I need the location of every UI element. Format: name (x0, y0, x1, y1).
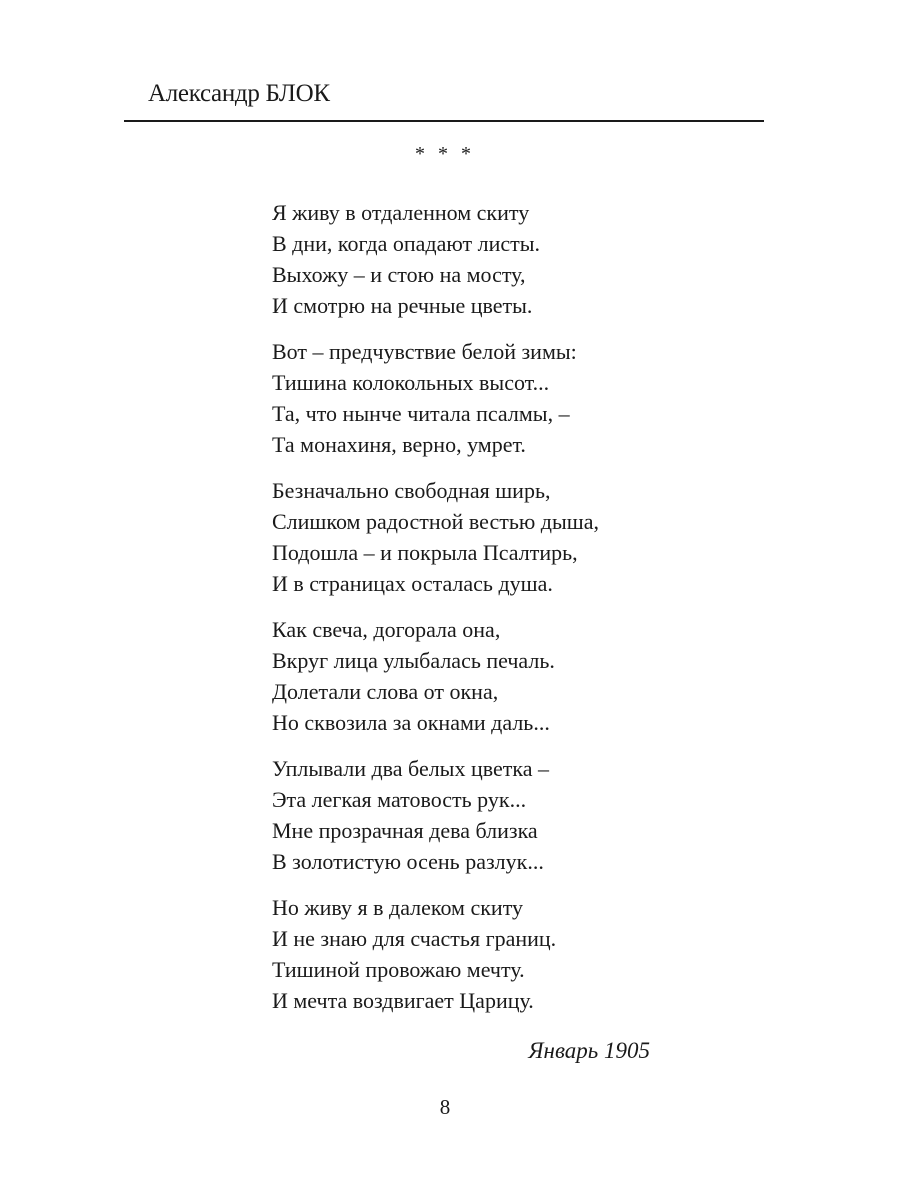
poem-line: Безначально свободная ширь, (272, 478, 551, 503)
poem-line: Я живу в отдаленном скиту (272, 200, 530, 225)
poem-line: Уплывали два белых цветка – (272, 756, 549, 781)
poem-line: Вот – предчувствие белой зимы: (272, 339, 577, 364)
poem-line: И в страницах осталась душа. (272, 571, 553, 596)
poem-line: И мечта воздвигает Царицу. (272, 988, 534, 1013)
poem-body (272, 197, 599, 1031)
stanza (272, 336, 599, 460)
poem-line: Мне прозрачная дева близка (272, 818, 538, 843)
poem-line: Та, что нынче читала псалмы, – (272, 401, 570, 426)
stanza (272, 753, 599, 877)
page-number: 8 (439, 1095, 451, 1119)
poem-line: Та монахиня, верно, умрет. (272, 432, 526, 457)
poem-line: И смотрю на речные цветы. (272, 293, 533, 318)
stanza (272, 475, 599, 599)
poem-line: Эта легкая матовость рук... (272, 787, 527, 812)
poem-line: Как свеча, догорала она, (272, 617, 501, 642)
poem-line: Слишком радостной вестью дыша, (272, 509, 599, 534)
poem-date: Январь 1905 (528, 1038, 650, 1063)
poem-line: И не знаю для счастья границ. (272, 926, 557, 951)
poem-line: Тишиной провожаю мечту. (272, 957, 525, 982)
poem-line: Выхожу – и стою на мосту, (272, 262, 526, 287)
poem-line: Долетали слова от окна, (272, 679, 499, 704)
poem-line: В золотистую осень разлук... (272, 849, 544, 874)
poem-line: Но сквозила за окнами даль... (272, 710, 550, 735)
poem-line: Но живу я в далеком скиту (272, 895, 524, 920)
poem-line: Тишина колокольных высот... (272, 370, 550, 395)
header-rule (124, 120, 764, 122)
stanza (272, 614, 599, 738)
poem-line: В дни, когда опадают листы. (272, 231, 541, 256)
poem-line: Подошла – и покрыла Псалтирь, (272, 540, 578, 565)
poem-line: Вкруг лица улыбалась печаль. (272, 648, 555, 673)
stanza (272, 892, 599, 1016)
poem-separator: * * * (415, 143, 475, 165)
stanza (272, 197, 599, 321)
running-header: Александр БЛОК (148, 80, 330, 107)
